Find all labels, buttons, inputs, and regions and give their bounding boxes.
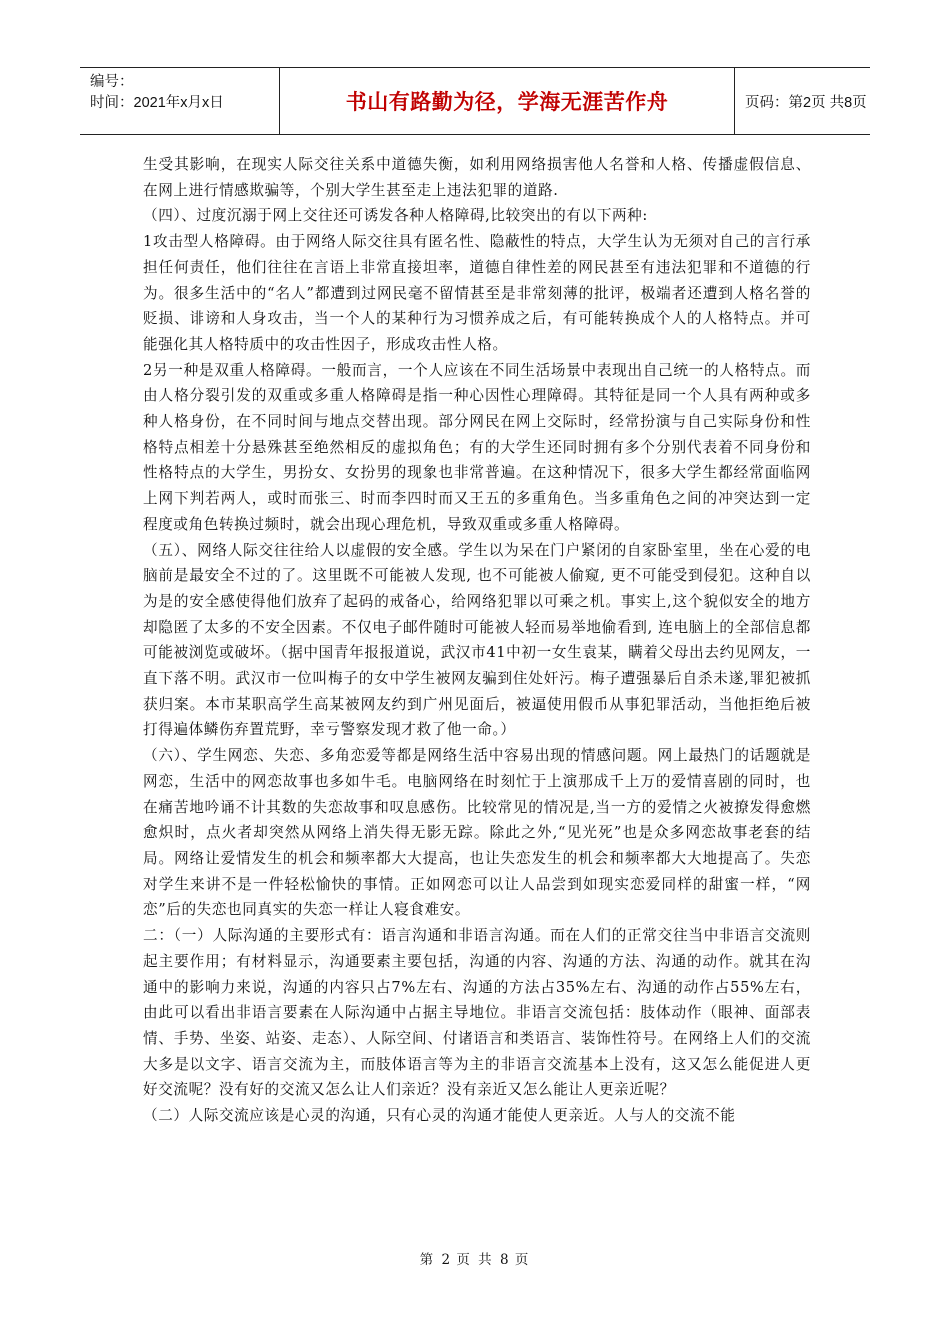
body-paragraph: 二：（一）人际沟通的主要形式有：语言沟通和非语言沟通。而在人们的正常交往当中非语言交流则起主要作用；有材料显示，沟通要素主要包括，沟通的内容、沟通的方法、沟通的动作。就其在沟通中的影响力来说，沟通的内容只占7%左右、沟通的方法占35%左右、沟通的动作占55%左右，由此可以看出非语言要素在人际沟通中占据主导地位。非语言交流包括：肢体动作（眼神、面部表情、手势、坐姿、站姿、走态）、人际空间、付诸语言和类语言、装饰性符号。在网络上人们的交流大多是以文字、语言交流为主，而肢体语言等为主的非语言交流基本上没有，这又怎么能促进人更好交流呢？没有好的交流又怎么让人们亲近？没有亲近又怎么能让人更亲近呢？ bbox=[143, 927, 811, 1099]
header-meta bbox=[80, 68, 280, 134]
body-paragraph: 生受其影响，在现实人际交往关系中道德失衡，如利用网络损害他人名誉和人格、传播虚假信息、在网上进行情感欺骗等，个别大学生甚至走上违法犯罪的道路. bbox=[143, 156, 811, 199]
header-page-number: 页码：第2页 共8页 bbox=[745, 94, 867, 111]
footer-middle: 页 共 bbox=[456, 1252, 494, 1268]
header-motto: 书山有路勤为径，学海无涯苦作舟 bbox=[280, 68, 735, 134]
footer-suffix: 页 bbox=[514, 1252, 531, 1268]
body-paragraph: （四）、过度沉溺于网上交往还可诱发各种人格障碍,比较突出的有以下两种: bbox=[143, 207, 648, 225]
page-footer bbox=[0, 1248, 950, 1268]
document-body bbox=[143, 152, 811, 1129]
body-paragraph: 2另一种是双重人格障碍。一般而言，一个人应该在不同生活场景中表现出自己统一的人格特点。而由人格分裂引发的双重或多重人格障碍是指一种心因性心理障碍。其特征是同一个人具有两种或多种人格身份，在不同时间与地点交替出现。部分网民在网上交际时，经常扮演与自己实际身份和性格特点相差十分悬殊甚至绝然相反的虚拟角色；有的大学生还同时拥有多个分别代表着不同身份和性格特点的大学生，男扮女、女扮男的现象也非常普遍。在这种情况下，很多大学生都经常面临网上网下判若两人，或时而张三、时而李四时而又王五的多重角色。当多重角色之间的冲突达到一定程度或角色转换过频时，就会出现心理危机，导致双重或多重人格障碍。 bbox=[143, 361, 811, 533]
footer-total-pages: 8 bbox=[499, 1252, 509, 1268]
document-date-label: 时间：2021年x月x日 bbox=[90, 95, 224, 111]
footer-prefix: 第 bbox=[419, 1252, 436, 1268]
page-header bbox=[80, 67, 870, 135]
body-paragraph: （六）、学生网恋、失恋、多角恋爱等都是网络生活中容易出现的情感问题。网上最热门的话题就是网恋，生活中的网恋故事也多如牛毛。电脑网络在时刻忙于上演那成千上万的爱情喜剧的同时，也在痛苦地吟诵不计其数的失恋故事和叹息感伤。比较常见的情况是,当一方的爱情之火被撩发得愈燃愈炽时，点火者却突然从网络上消失得无影无踪。除此之外,“见光死”也是众多网恋故事老套的结局。网络让爱情发生的机会和频率都大大提高，也让失恋发生的机会和频率都大大地提高了。失恋对学生来讲不是一件轻松愉快的事情。正如网恋可以让人品尝到如现实恋爱同样的甜蜜一样，“网恋”后的失恋也同真实的失恋一样让人寝食难安。 bbox=[143, 747, 811, 919]
body-paragraph: （二）人际交流应该是心灵的沟通，只有心灵的沟通才能使人更亲近。人与人的交流不能 bbox=[143, 1107, 736, 1125]
document-number-label: 编号： bbox=[90, 74, 134, 90]
body-paragraph: （五）、网络人际交往往给人以虚假的安全感。学生以为呆在门户紧闭的自家卧室里，坐在心爱的电脑前是最安全不过的了。这里既不可能被人发现, 也不可能被人偷窥, 更不可能受到侵犯。这种自以为是的安全感使得他们放弃了起码的戒备心，给网络犯罪以可乘之机。事实上,这个貌似安全的地方却隐匿了太多的不安全因素。不仅电子邮件随时可能被人轻而易举地偷看到, 连电脑上的全部信息都可能被浏览或破坏。（据中国青年报报道说，武汉市41中初一女生袁某，瞒着父母出去约见网友，一直下落不明。武汉市一位叫梅子的女中学生被网友骗到住处奸污。梅子遭强暴后自杀未遂,罪犯被抓获归案。本市某职高学生高某被网友约到广州见面后，被逼使用假币从事犯罪活动，当他拒绝后被打得遍体鳞伤弃置荒野，幸亏警察发现才救了他一命。） bbox=[143, 541, 811, 739]
footer-page-number: 2 bbox=[441, 1252, 451, 1268]
body-paragraph: 1攻击型人格障碍。由于网络人际交往具有匿名性、隐蔽性的特点，大学生认为无须对自己的言行承担任何责任，他们往往在言语上非常直接坦率，道德自律性差的网民甚至有违法犯罪和不道德的行为。很多生活中的“名人”都遭到过网民毫不留情甚至是非常刻薄的批评，极端者还遭到人格名誉的贬损、诽谤和人身攻击，当一个人的某种行为习惯养成之后，有可能转换成个人的人格特点。并可能强化其人格特质中的攻击性因子，形成攻击性人格。 bbox=[143, 233, 811, 353]
